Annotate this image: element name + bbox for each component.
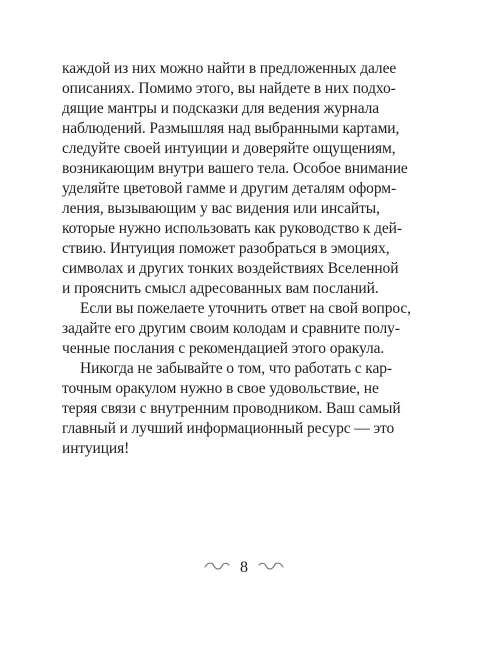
text-line: возникающим внутри вашего тела. Особое внимание (62, 160, 408, 177)
text-line: символах и других тонких воздействиях Вселенной (62, 260, 399, 277)
page-footer (0, 557, 488, 579)
text-line: дящие мантры и подсказки для ведения журнала (62, 100, 380, 117)
text-line: ченные послания с рекомендацией этого оракула. (62, 340, 385, 357)
text-line: точным оракулом нужно в свое удовольствие, не (62, 380, 379, 397)
text-line: Никогда не забывайте о том, что работать с кар- (80, 360, 392, 377)
text-line: уделяйте цветовой гамме и другим деталям оформ- (62, 180, 396, 197)
page-number: 8 (240, 559, 248, 577)
text-line: которые нужно использовать как руководство к дей- (62, 220, 402, 237)
text-line: ления, вызывающим у вас видения или инсайты, (62, 200, 380, 217)
text-line: ствию. Интуиция поможет разобраться в эмоциях, (62, 240, 390, 257)
text-line: главный и лучший информационный ресурс — это (62, 420, 395, 437)
text-line: задайте его другим своим колодам и сравните полу- (62, 320, 400, 337)
swirl-flourish-icon (258, 556, 284, 578)
text-line: наблюдений. Размышляя над выбранными картами, (62, 120, 400, 137)
text-line: следуйте своей интуиции и доверяйте ощущениям, (62, 140, 396, 157)
swirl-flourish-icon (204, 556, 230, 578)
text-line: Если вы пожелаете уточнить ответ на свой вопрос, (80, 300, 411, 317)
text-line: описаниях. Помимо этого, вы найдете в них подхо- (62, 80, 396, 97)
text-line: интуиция! (62, 440, 130, 457)
text-line: и прояснить смысл адресованных вам посланий. (62, 280, 379, 297)
text-line: каждой из них можно найти в предложенных далее (62, 60, 397, 77)
text-line: теряя связи с внутренним проводником. Ваш самый (62, 400, 401, 417)
